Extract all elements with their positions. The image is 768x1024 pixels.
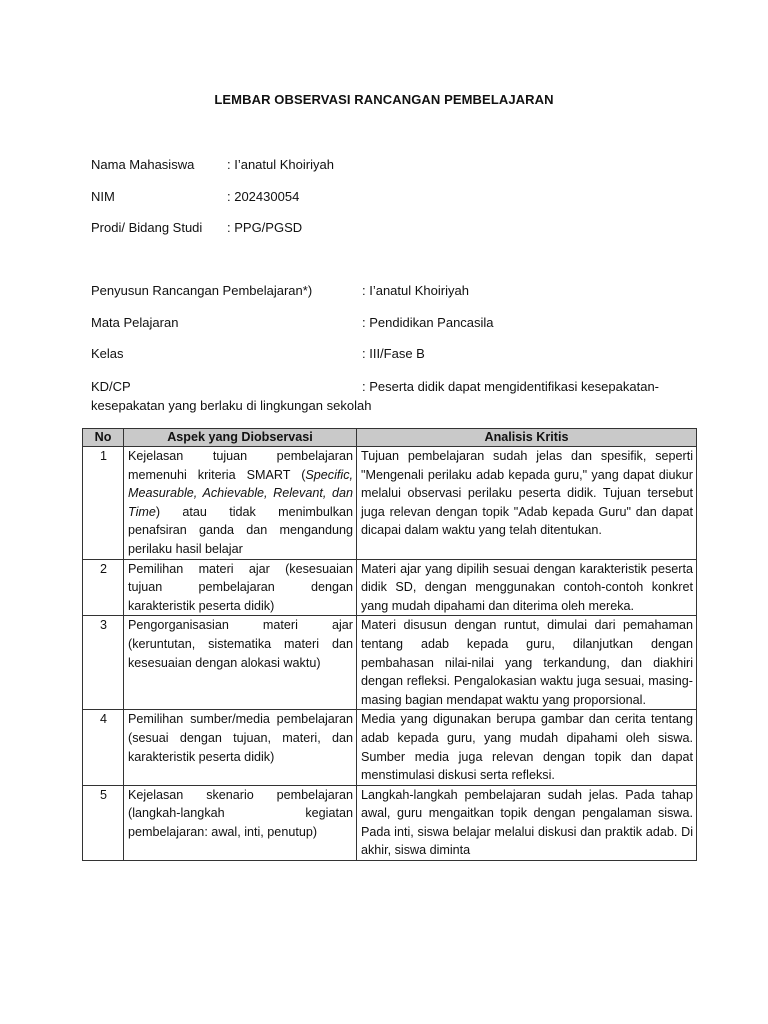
row-no: 2	[83, 559, 124, 616]
mapel-label: Mata Pelajaran	[91, 315, 179, 330]
row-analisis: Langkah-langkah pembelajaran sudah jelas. Pada tahap awal, guru mengaitkan topik dengan pengalaman siswa. Pada inti, siswa belajar melalui diskusi dan praktik adab. Di akhir, siswa diminta	[357, 785, 697, 860]
nim-value: : 202430054	[227, 189, 300, 204]
row-aspek: Pemilihan materi ajar (kesesuaian tujuan pembelajaran dengan karakteristik peserta didik)	[124, 559, 357, 616]
aspek-italic-text: Specific, Measurable, Achievable, Relevant, dan Time	[128, 467, 353, 519]
row-analisis: Media yang digunakan berupa gambar dan cerita tentang adab kepada guru, yang mudah dipahami oleh siswa. Sumber media juga relevan dengan topik dan dapat menstimulasi diskusi serta refleksi.	[357, 710, 697, 785]
penyusun-label: Penyusun Rancangan Pembelajaran*)	[91, 283, 313, 298]
aspek-text-continued: ) atau tidak menimbulkan penafsiran ganda dan mengandung perilaku hasil belajar	[128, 504, 353, 556]
table-header-row	[83, 429, 697, 447]
document-title: LEMBAR OBSERVASI RANCANGAN PEMBELAJARAN	[214, 92, 554, 107]
header-no: No	[83, 429, 124, 447]
aspek-text: Kejelasan tujuan pembelajaran memenuhi kriteria SMART (	[128, 449, 353, 482]
penyusun-value: : I’anatul Khoiriyah	[362, 283, 469, 298]
kdcp-label: KD/CP	[91, 379, 131, 394]
nim-label: NIM	[91, 189, 115, 204]
prodi-label: Prodi/ Bidang Studi	[91, 220, 203, 235]
header-analisis: Analisis Kritis	[357, 429, 697, 447]
row-no: 1	[83, 447, 124, 560]
table-row	[83, 447, 697, 560]
nama-value: : I’anatul Khoiriyah	[227, 157, 334, 172]
row-analisis: Tujuan pembelajaran sudah jelas dan spesifik, seperti "Mengenali perilaku adab kepada guru," yang dapat diukur melalui observasi perilaku peserta didik. Tujuan tersebut juga relevan dengan topik "Adab kepada Guru" dan dapat dicapai dalam waktu yang telah ditentukan.	[357, 447, 697, 560]
table-row	[83, 785, 697, 860]
row-aspek: Kejelasan skenario pembelajaran (langkah-langkah kegiatan pembelajaran: awal, inti, penutup)	[124, 785, 357, 860]
observation-table	[82, 428, 697, 861]
kdcp-value-continued: kesepakatan yang berlaku di lingkungan sekolah	[91, 398, 372, 413]
mapel-value: : Pendidikan Pancasila	[362, 315, 494, 330]
table-row	[83, 616, 697, 710]
nama-label: Nama Mahasiswa	[91, 157, 195, 172]
kdcp-value: : Peserta didik dapat mengidentifikasi kesepakatan-	[362, 379, 660, 394]
row-analisis: Materi disusun dengan runtut, dimulai dari pemahaman tentang adab kepada guru, dilanjutkan dengan pembahasan nilai-nilai yang terkandung, dan diakhiri dengan refleksi. Pengalokasian waktu juga sesuai, masing-masing bagian mendapat waktu yang proporsional.	[357, 616, 697, 710]
row-aspek: Pemilihan sumber/media pembelajaran (sesuai dengan tujuan, materi, dan karakteristik peserta didik)	[124, 710, 357, 785]
header-aspek: Aspek yang Diobservasi	[124, 429, 357, 447]
table-row	[83, 710, 697, 785]
row-analisis: Materi ajar yang dipilih sesuai dengan karakteristik peserta didik SD, dengan menggunakan contoh-contoh konkret yang mudah dipahami dan diterima oleh mereka.	[357, 559, 697, 616]
prodi-value: : PPG/PGSD	[227, 220, 303, 235]
kelas-label: Kelas	[91, 346, 124, 361]
row-no: 4	[83, 710, 124, 785]
row-no: 5	[83, 785, 124, 860]
row-aspek	[124, 447, 357, 560]
row-no: 3	[83, 616, 124, 710]
table-row	[83, 559, 697, 616]
kelas-value: : III/Fase B	[362, 346, 425, 361]
row-aspek: Pengorganisasian materi ajar (keruntutan, sistematika materi dan kesesuaian dengan alokasi waktu)	[124, 616, 357, 710]
